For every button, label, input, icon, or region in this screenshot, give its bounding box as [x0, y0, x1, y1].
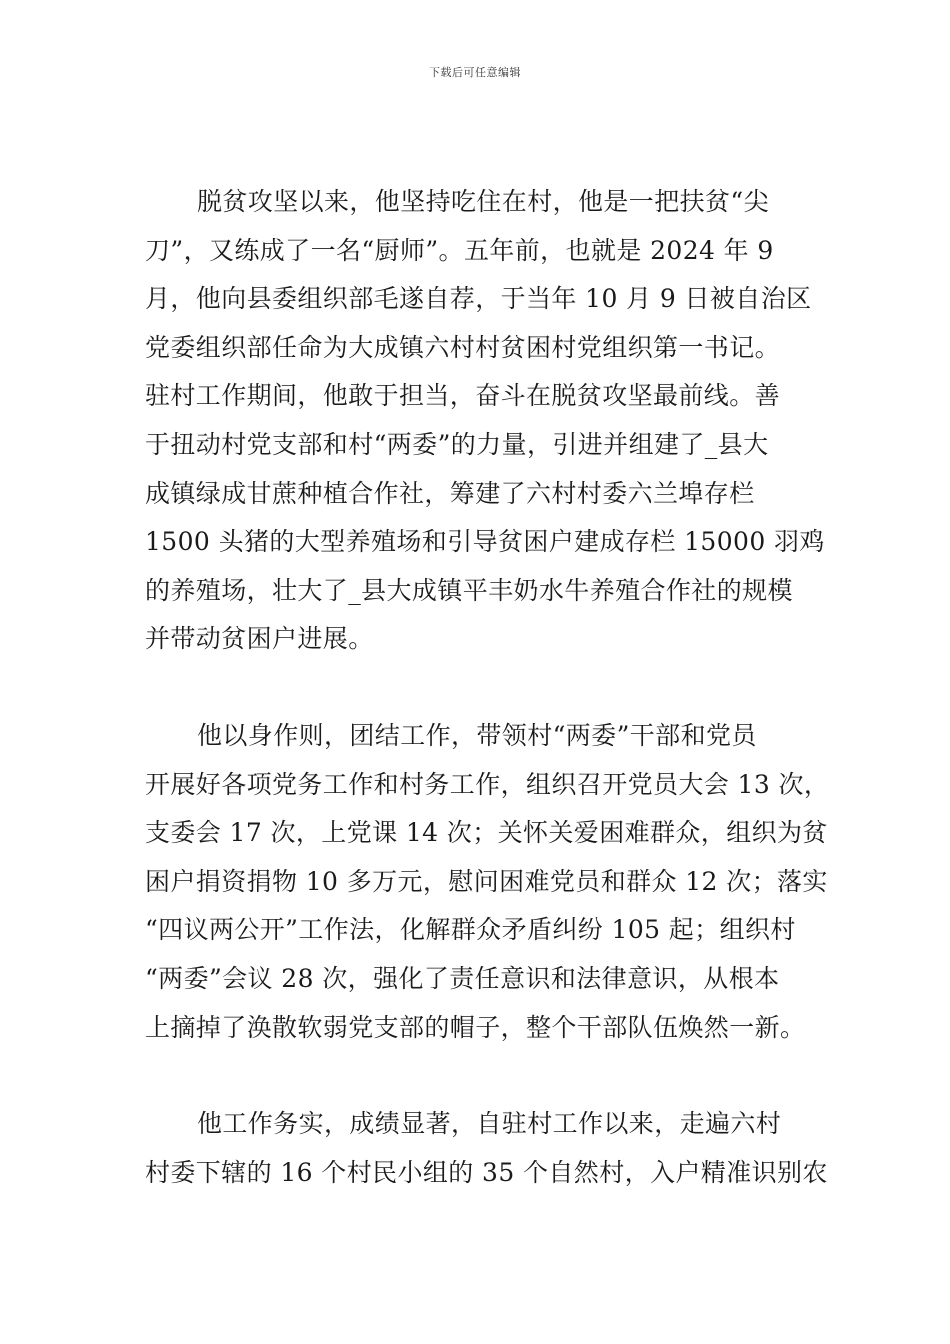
paragraph-line: 党委组织部任命为大成镇六村村贫困村党组织第一书记。 [145, 332, 781, 362]
paragraph [145, 1100, 828, 1197]
paragraph-line: 上摘掉了涣散软弱党支部的帽子，整个干部队伍焕然一新。 [145, 1012, 806, 1042]
paragraph [145, 712, 830, 1052]
paragraph-line: 困户捐资捐物 10 多万元，慰问困难党员和群众 12 次；落实 [145, 866, 828, 896]
paragraph-line: “两委”会议 28 次，强化了责任意识和法律意识，从根本 [145, 963, 780, 993]
paragraph-spacer [145, 1052, 810, 1100]
paragraph-line: 脱贫攻坚以来，他坚持吃住在村，他是一把扶贫“尖 [197, 187, 769, 216]
paragraph-line: 刀”，又练成了一名“厨师”。五年前，也就是 2024 年 9 [145, 235, 774, 265]
paragraph-spacer [145, 664, 810, 712]
paragraph-line: 他以身作则，团结工作，带领村“两委”干部和党员 [197, 720, 757, 750]
paragraph-line: 他工作务实，成绩显著，自驻村工作以来，走遍六村 [197, 1109, 782, 1139]
paragraph-line: 并带动贫困户进展。 [145, 624, 374, 654]
paragraph-line: 于扭动村党支部和村“两委”的力量，引进并组建了_县大 [145, 429, 769, 459]
document-body [145, 178, 830, 1197]
paragraph-line: 村委下辖的 16 个村民小组的 35 个自然村，入户精准识别农 [145, 1157, 828, 1187]
paragraph [145, 178, 825, 664]
paragraph-line: 支委会 17 次，上党课 14 次；关怀关爱困难群众，组织为贫 [145, 818, 828, 848]
paragraph-line: 成镇绿成甘蔗种植合作社，筹建了六村村委六兰埠存栏 [145, 478, 755, 508]
paragraph-line: “四议两公开”工作法，化解群众矛盾纠纷 105 起；组织村 [145, 915, 796, 945]
paragraph-line: 的养殖场，壮大了_县大成镇平丰奶水牛养殖合作社的规模 [145, 575, 793, 605]
paragraph-line: 月，他向县委组织部毛遂自荐，于当年 10 月 9 日被自治区 [145, 284, 812, 314]
paragraph-line: 开展好各项党务工作和村务工作，组织召开党员大会 13 次， [145, 769, 830, 799]
paragraph-line: 驻村工作期间，他敢于担当，奋斗在脱贫攻坚最前线。善 [145, 381, 781, 411]
paragraph-line: 1500 头猪的大型养殖场和引导贫困户建成存栏 15000 羽鸡 [145, 527, 825, 557]
page-header: 下载后可任意编辑 [429, 66, 521, 79]
